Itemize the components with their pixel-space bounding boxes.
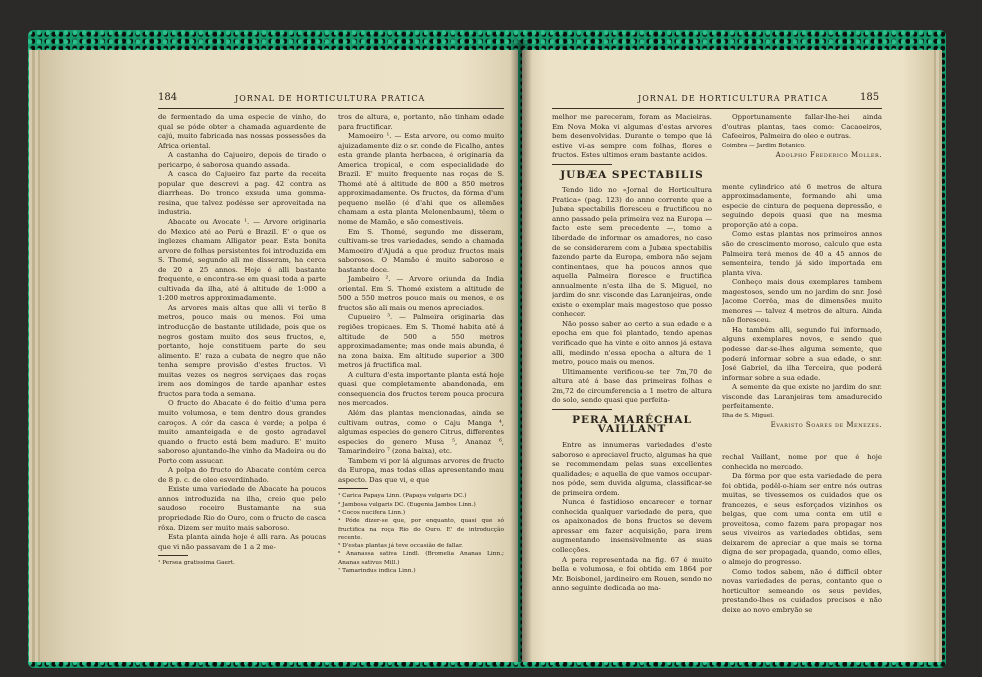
- paragraph: A pera representada na fig. 67 é muito bella e volumosa, e foi obtida em 1864 por Mr. Boisbonel, jardineiro em Rouen, sendo no anno seguinte dedicada ao ma-: [552, 555, 712, 593]
- paragraph: A casca do Cajueiro faz parte da receita popular que descrevi a pag. 42 contra as diarrheas. Do tronco exsuda uma gomma-resina, que talvez podésse ser aproveitada na industria.: [158, 170, 326, 217]
- footnote: ⁶ Ananassa sativa Lindl. (Bromelia Ananas Linn.; Ananas sativus Mill.): [338, 551, 504, 566]
- paragraph: Esta planta ainda hoje é alli rara. As poucas que vi não passavam de 1 a 2 me-: [158, 533, 326, 551]
- left-running-head: JORNAL DE HORTICULTURA PRATICA: [235, 94, 426, 103]
- paragraph: Ultimamente verificou-se ter 7m,70 de altura até á base das primeiras folhas e 2m,72 de circumferencia a 1 metro de altura do solo, sendo quasi que perfeita-: [552, 367, 712, 405]
- footnote: ² Jambosa vulgaris DC. (Eugenia Jambos Linn.): [338, 501, 476, 508]
- paragraph: A semente da que existe no jardim do snr. visconde das Laranjeiras tem amadurecido perfeitamente.: [722, 383, 882, 411]
- left-page: [40, 50, 518, 662]
- paragraph: A polpa do fructo do Abacate contém cerca de 8 p. c. de oleo esverdinhado.: [158, 466, 326, 484]
- left-column-2: [338, 113, 504, 621]
- right-running-head: JORNAL DE HORTICULTURA PRATICA: [638, 94, 829, 103]
- author-signature: Evaristo Soares de Menezes.: [770, 421, 882, 430]
- paragraph: Existe uma variedade de Abacate ha poucos annos introduzida na ilha, creio que pelo saudoso roceiro Bustamante na sua propriedade Rio do Ouro, com o fructo de casca rôxa. Dizem ser muito mais saboroso.: [158, 485, 326, 532]
- heading-spacer: [722, 161, 882, 183]
- section-heading: JUBÆA SPECTABILIS: [560, 168, 704, 181]
- footnote-rule: [338, 488, 368, 489]
- footnote: ¹ Persea gratissima Gaert.: [158, 560, 235, 567]
- footnote: ⁵ D'estas plantas já teve occasião de fallar.: [338, 543, 463, 550]
- dateline: Ilha de S. Miguel.: [722, 412, 774, 419]
- paragraph: Jambeiro ². — Arvore oriunda da India oriental. Em S. Thomé existem a altitude de 500 a 550 metros pouco mais ou menos, e os fructos são ali mais ou menos apreciados.: [338, 275, 504, 312]
- paragraph: A cultura d'esta importante planta está hoje quasi que completamente abandonada, em consequencia dos fructos terem pouca procura nos mercados.: [338, 370, 504, 408]
- author-signature: Adolpho Frederico Moller.: [775, 151, 882, 160]
- paragraph: melhor me pareceram, foram as Macieiras. Em Nova Moka vi algumas d'estas arvores bem desenvolvidas. Durante o tempo que lá estive vi-as sempre com folhas, flores e fructos. Estes ultimos eram bastante acidos.: [552, 113, 712, 160]
- paragraph: mente cylindrico até 6 metros de altura approximadamente, formando ahi uma especie de cintura de pequena depressão, e seguindo depois quasi que na mesma proporção até a copa.: [722, 182, 882, 229]
- paragraph: Cupueiro ³. — Palmeira originaria das regiões tropicaes. Em S. Thomé habita até á altitude de 500 a 550 metros approximadamente; mas onde mais abunda, é na zona baixa. Em altitude superior a 300 metros já fructifica mal.: [338, 313, 504, 370]
- paragraph: A castanha do Cajueiro, depois de tirado o pericarpo, é saborosa quando assada.: [158, 151, 326, 169]
- footnote-rule: [158, 555, 188, 556]
- paragraph: Abacate ou Avocate ¹. — Arvore originaria do Mexico até ao Perú e Brazil. E' o que os inglezes chamam Alligator pear. Esta bonita arvore de folhas persistentes foi introduzida em S. Thomé, segundo ali me disseram, ha cerca de 20 a 25 annos. Hoje é alli bastante frequente, e encontra-se em quasi toda a parte cultivada da ilha, até á altitude de 1:000 a 1:200 metros approximadamente.: [158, 218, 326, 303]
- right-page: [522, 50, 934, 662]
- footnote: ⁴ Póde dizer-se que, por enquanto, quasi que só fructifica na roça Rio do Ouro. E' de introducção recente.: [338, 518, 504, 541]
- section-rule: [552, 409, 612, 410]
- right-column-2: [722, 113, 882, 633]
- footnote: ¹ Carica Papaya Linn. (Papaya vulgaris DC.): [338, 493, 467, 500]
- right-column-1: [552, 113, 712, 633]
- paragraph: O fructo do Abacate é do feitio d'uma pera muito volumosa, e tem dentro dous grandes caroços. A cór da casca é verde; a polpa é muito amanteigada e de gosto agradavel quando o fructo está bem maduro. E' muito saboroso ajuntando-lhe vinho da Madeira ou do Porto com assucar.: [158, 399, 326, 465]
- section-rule: [552, 164, 612, 165]
- paragraph: Como todos sabem, não é difficil obter novas variedades de peras, contanto que o horticultor semeando os seus pevides, prestando-lhes os cuidados precisos e não deixe ao novo embryão se: [722, 567, 882, 614]
- footnote: ⁷ Tamarindus indica Linn.): [338, 568, 416, 574]
- paragraph: Em S. Thomé, segundo me disseram, cultivam-se tres variedades, sendo a chamada Mamoeiro d'Ajudá a que produz fructos mais saborosos. O Mamão é muito saboroso e bastante doce.: [338, 227, 504, 274]
- left-column-1: [158, 113, 326, 621]
- paragraph: Tambem vi por lá algumas arvores de fructo da Europa, mas todas ellas apresentando mau aspecto. Das que vi, e que: [338, 456, 504, 484]
- heading-spacer: [722, 431, 882, 453]
- right-page-number: 185: [860, 92, 880, 103]
- right-header-rule: [552, 108, 882, 109]
- paragraph: Entre as innumeras variedades d'este saboroso e apreciavel fructo, algumas ha que se recommendam pelas suas excellentes qualidades; e aquella de que vamos occupar-nos póde, sem duvida alguma, classificar-se de primeira ordem.: [552, 440, 712, 497]
- paragraph: As arvores mais altas que alli vi terão 8 metros, pouco mais ou menos. Foi uma introducção de bastante utilidade, pois que os negros gostam muito dos seus fructos, e, portanto, hoje constituem parte do seu alimento. E' raza a cubata de negro que não tenha sempre provisão d'estes fructos. Vi muitas vezes os negros serviçaes das roças irem aos domingos de tarde apanhar estes fructos para toda a semana.: [158, 303, 326, 398]
- paragraph: Da fórma por que esta variedade de pera foi obtida, podêl-o-hiam ser entre nós outras muitas, se tivessemos os cuidados que os francezes, e seus esforçados vizinhos os belgas, que com uma conta em util e proveitosa, como fazem para propagar nos seus viveiros as variedades obtidas, sem deixarem de apreciar a que mais se torna digna de ser propagada, quando, como elles, o almejo do progresso.: [722, 472, 882, 566]
- paragraph: Conheço mais dous exemplares tambem magestosos, sendo um no jardim do snr. José Jacome Corrêa, mas de dimensões muito menores — talvez 4 metros de altura. Ainda não floresceu.: [722, 278, 882, 325]
- paragraph: Além das plantas mencionadas, ainda se cultivam outras, como o Caju Manga ⁴, algumas especies do genero Citrus, differentes especies do genero Musa ⁵, Ananaz ⁶, Tamarindeiro ⁷ (zona baixa), etc.: [338, 408, 504, 456]
- book-spine: [510, 40, 532, 662]
- paragraph: Não posso saber ao certo a sua edade e a epocha em que foi plantado, tendo apenas verificado que ha vinte e oito annos já estava alli, medindo n'essa epocha a altura de 1 metro, pouco mais ou menos.: [552, 319, 712, 367]
- dateline: Coimbra — Jardim Botanico.: [722, 142, 806, 149]
- paragraph: Ha também alli, segundo fui informado, alguns exemplares novos, e sendo que podesse dar-se-lhes alguma semente, que poderá informar sobre a sua edade, o snr. José Gabriel, da ilha Terceira, que poderá informar sobre a sua edade.: [722, 325, 882, 382]
- paragraph: Como estas plantas nos primeiros annos são de crescimento moroso, calculo que esta Palmeira terá menos de 40 a 45 annos de sementeira, tendo já sido importada em planta viva.: [722, 230, 882, 277]
- left-header-rule: [158, 108, 504, 109]
- paragraph: Opportunamente fallar-lhe-hei ainda d'outras plantas, taes como: Cacaoeiros, Cafeeiros, Palmeira do oleo e outras.: [722, 113, 882, 141]
- left-page-number: 184: [158, 92, 178, 103]
- paragraph: tros de altura, e, portanto, não tinham edade para fructificar.: [338, 113, 504, 131]
- paragraph: rechal Vaillant, nome por que é hoje conhecida no mercado.: [722, 452, 882, 471]
- paragraph: de fermentado da uma especie de vinho, do qual se póde obter a chamada aguardente de cajú, muito fabricada nas nossas possessões da Africa oriental.: [158, 113, 326, 150]
- paragraph: Tendo lido no «Jornal de Horticultura Pratica» (pag. 123) do anno corrente que a Jubæa spectabilis floresceu e fructificou no anno passado pela primeira vez na Europa — facto este sem precedente —, tomo a liberdade de informar os amadores, no caso de se considerarem com a Jubæa spectabilis fazendo parte da Europa, embora não sejam continentaes, que ha poucos annos que aquella Palmeira floresce e fructifica annualmente n'esta ilha de S. Miguel, no jardim do snr. visconde das Laranjeiras, onde existe o exemplar mais magestoso que posso conhecer.: [552, 186, 712, 319]
- footnote: ³ Cocos nucifera Linn.): [338, 509, 406, 516]
- paragraph: Mamoeiro ¹. — Esta arvore, ou como muito ajuizadamente diz o sr. conde de Ficalho, antes esta grande planta herbacea, é originaria da America tropical, e com especialidade do Brazil. E' muito frequente nas roças de S. Thomé até á altitude de 800 a 850 metros approximadamente. Os fructos, da fórma d'um pequeno melão (é d'ahi que os allemães chamam a esta planta Melonenbaum), têem o nome de Mamão, e são comestiveis.: [338, 132, 504, 227]
- paragraph: Nunca é fastidioso encarecer e tornar conhecida qualquer variedade de pera, que os apaixonados de bons fructos se devem apressar em fazer acquisição, para irem augmentando insensivelmente as suas collecções.: [552, 498, 712, 554]
- section-heading: PERA MARÉCHAL VAILLANT: [572, 413, 692, 436]
